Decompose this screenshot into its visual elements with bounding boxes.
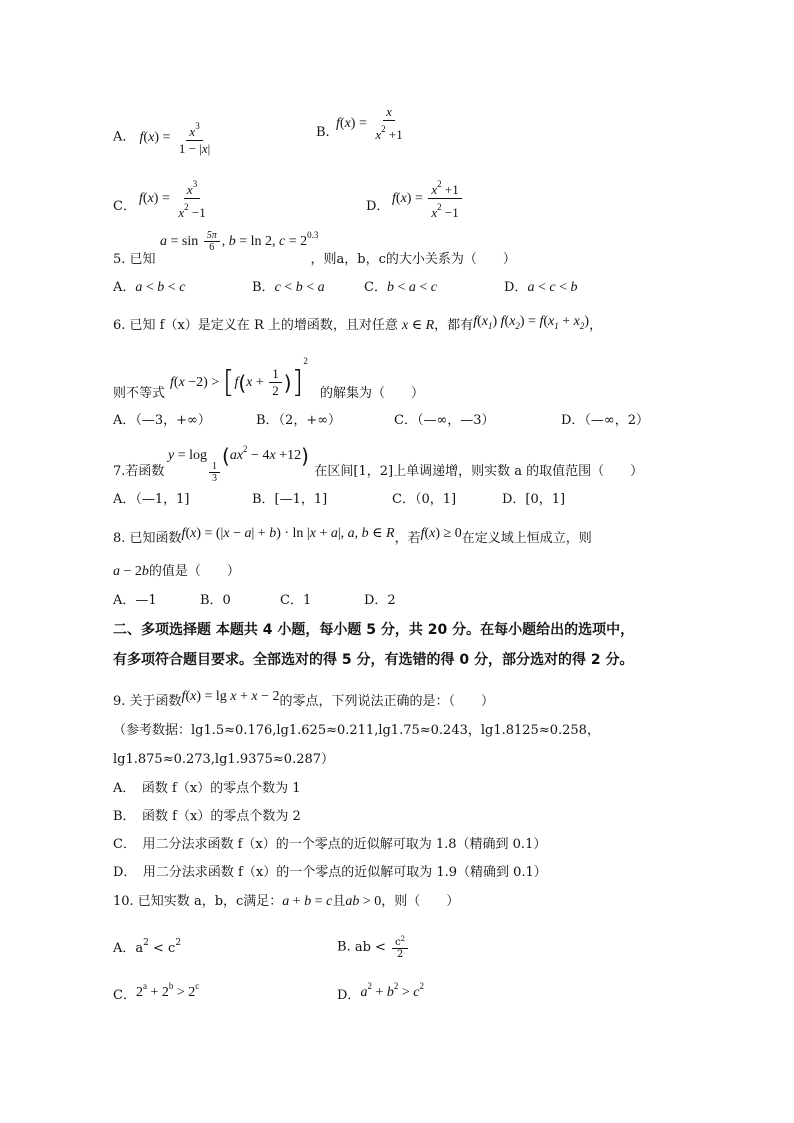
q10-option-b: B. ab < $\frac{c^2}{2}$ xyxy=(337,934,410,960)
q9-line1: 9. 关于函数f(x) = lg x + x − 2的零点，下列说法正确的是：（ ） xyxy=(113,689,495,709)
question-text: 在定义域上恒成立，则 xyxy=(461,531,592,546)
question-text: 在区间[1，2]上单调递增，则实数 a 的取值范围（ ） xyxy=(314,464,644,479)
question-text: ，则a，b，c的大小关系为（ ） xyxy=(310,252,516,267)
q8-line2: a − 2b的值是（ ） xyxy=(113,564,240,579)
option-label: D． xyxy=(366,199,390,214)
q9-ref-line2: lg1.875≈0.273,lg1.9375≈0.287） xyxy=(113,752,335,767)
q7-line xyxy=(113,463,643,481)
q9-ref-line1: （参考数据：lg1.5≈0.176,lg1.625≈0.211,lg1.75≈0.243，lg1.8125≈0.258， xyxy=(113,723,600,738)
q10-option-c: C．$2^a + 2^b > 2^c$ xyxy=(113,981,200,1003)
option-label: A．—1 xyxy=(113,593,157,608)
formula: f(x) = $\frac{x^3}{1 - |x|}$ xyxy=(140,130,216,145)
q6-line1: 6. 已知 f（x）是定义在 R 上的增函数，且对任意 x ∈ R，都有$f(x_1) f(x_2) = f(x_1 + x_2)$， xyxy=(113,314,603,333)
q10-line: 10. 已知实数 a，b，c满足：a + b = c且ab > 0，则（ ） xyxy=(113,894,460,909)
q6-line2 xyxy=(113,385,424,403)
q4-option-a xyxy=(113,118,215,157)
q5-formula: a = sin $\frac{5\pi}{6}$ , b = ln 2, $c = 2^{0.3}$ xyxy=(160,230,319,254)
q9-option-d: D． 用二分法求函数 f（x）的一个零点的近似解可取为 1.9（精确到 0.1） xyxy=(113,865,547,880)
option-label: A．（—3，+∞） xyxy=(113,413,211,428)
question-text: 9. 关于函数 xyxy=(113,694,182,709)
option-label: B．（2，+∞） xyxy=(256,413,342,428)
question-text: ，则（ ） xyxy=(381,894,460,909)
q8-line1: 8. 已知函数f(x) = (|x − a| + b) · ln |x + a|, a, b ∈ R，若f(x) ≥ 0在定义域上恒成立，则 xyxy=(113,526,592,546)
section-heading: 二、多项选择题 本题共 4 小题，每小题 5 分，共 20 分。在每小题给出的选项中， xyxy=(113,622,635,638)
option-label: B．[—1，1] xyxy=(252,492,328,507)
formula: f(x) = $\frac{x^3}{x^2 -1}$ xyxy=(139,191,211,206)
question-text: 6. 已知 f（x）是定义在 R 上的增函数，且对任意 xyxy=(113,318,398,333)
question-text: 7.若函数 xyxy=(113,464,165,479)
option-label: A． xyxy=(113,941,136,956)
q10-option-a: A．$a^2 < c^2$ xyxy=(113,938,182,956)
option-label: B. xyxy=(337,939,351,955)
q9-option-a: A． 函数 f（x）的零点个数为 1 xyxy=(113,781,301,796)
option-label: B．0 xyxy=(200,593,231,608)
formula: f(x) = $\frac{x^2 +1}{x^2 -1}$ xyxy=(392,191,464,206)
option-label: B． xyxy=(252,280,275,295)
formula: f(x) = $\frac{x}{x^2 +1}$ xyxy=(336,104,403,142)
option-label: C．（0，1] xyxy=(392,492,457,507)
q9-option-b: B． 函数 f（x）的零点个数为 2 xyxy=(113,809,301,824)
question-text: 且 xyxy=(332,894,346,909)
option-label: D．2 xyxy=(364,593,396,608)
question-text: 则不等式 xyxy=(113,386,166,401)
question-text: 的值是（ ） xyxy=(148,564,240,579)
option-label: C． xyxy=(113,199,136,214)
q10-option-d: D．$a^2 + b^2 > c^2$ xyxy=(337,981,424,1003)
question-text: 的零点，下列说法正确的是：（ ） xyxy=(279,694,495,709)
q6-inequality: f(x −2) > [f(x + $\frac{1}{2}$ )]$^2$ xyxy=(170,356,308,400)
option-label: A．（—1，1] xyxy=(113,492,190,507)
question-text: 的解集为（ ） xyxy=(320,386,425,401)
option-label: C． xyxy=(364,280,387,295)
section-heading-line2: 有多项符合题目要求。全部选对的得 5 分，有选错的得 0 分，部分选对的得 2 分。 xyxy=(113,652,634,668)
question-text: 8. 已知函数 xyxy=(113,531,182,546)
option-label: D．（—∞，2） xyxy=(561,413,650,428)
question-text: 10. 已知实数 a，b，c满足： xyxy=(113,894,283,909)
option-label: C． xyxy=(113,988,136,1003)
option-label: D． xyxy=(504,280,528,295)
q5-line xyxy=(113,251,516,269)
q9-option-c: C． 用二分法求函数 f（x）的一个零点的近似解可取为 1.8（精确到 0.1） xyxy=(113,837,547,852)
option-label: B. xyxy=(316,125,330,140)
question-text: ，都有 xyxy=(434,318,474,333)
option-label: C．（—∞，—3） xyxy=(394,413,495,428)
option-label: A． xyxy=(113,280,136,295)
q7-formula: y = log $\frac{1}{3}$ $(ax^2 - 4x +12)$ xyxy=(168,443,309,484)
option-label: D． xyxy=(337,988,361,1003)
option-label: C．1 xyxy=(280,593,312,608)
option-label: D．[0，1] xyxy=(502,492,566,507)
question-number: 5. 已知 xyxy=(113,252,156,267)
question-text: ，若 xyxy=(394,531,421,546)
option-label: A． xyxy=(113,129,136,145)
